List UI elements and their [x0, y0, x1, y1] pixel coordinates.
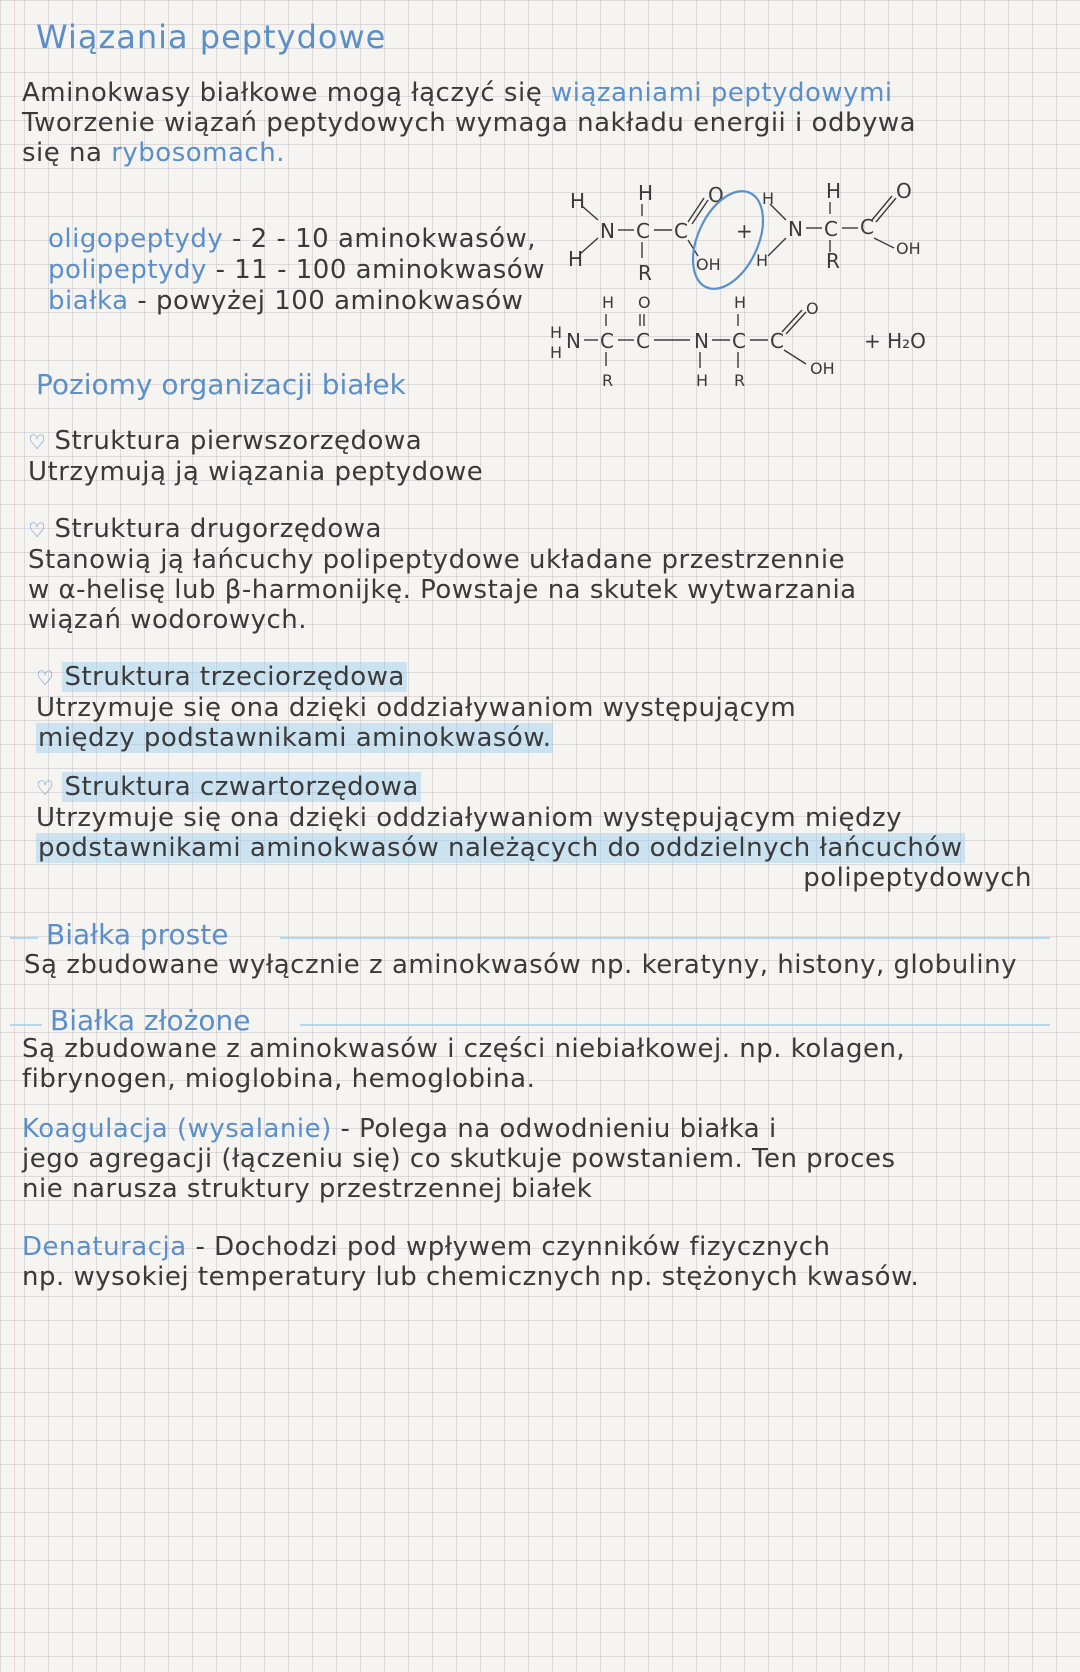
structure-primary-title: ♡ Struktura pierwszorzędowa	[28, 426, 423, 456]
page-title: Wiązania peptydowe	[36, 18, 387, 56]
atom-c: C	[770, 329, 784, 353]
atom-o: O	[806, 299, 819, 318]
atom-c: C	[824, 217, 838, 241]
heart-icon: ♡	[28, 430, 47, 454]
divider	[300, 1024, 1050, 1026]
structure-secondary	[28, 514, 1048, 635]
structure-tertiary-line: między podstawnikami aminokwasów.	[38, 723, 552, 753]
divider	[10, 1024, 42, 1026]
atom-r: R	[734, 371, 746, 390]
atom-oh: OH	[896, 239, 921, 258]
intro-line-3	[22, 138, 1052, 168]
atom-c: C	[732, 329, 746, 353]
atom-h: H	[568, 247, 584, 271]
structure-secondary-line: wiązań wodorowych.	[28, 605, 308, 635]
atom-c: C	[600, 329, 614, 353]
atom-r: R	[638, 261, 652, 285]
structure-tertiary-title: ♡ Struktura trzeciorzędowa	[36, 662, 405, 692]
atom-h: H	[602, 293, 615, 312]
structure-tertiary	[36, 662, 1048, 753]
coagulation-line: Koagulacja (wysalanie) - Polega na odwodnieniu białka i	[22, 1114, 777, 1144]
intro-line-1	[22, 78, 1052, 108]
atom-o: O	[638, 293, 651, 312]
atom-h: H	[550, 343, 563, 362]
definition-polypeptides: polipeptydy - 11 - 100 aminokwasów	[48, 255, 545, 285]
structure-quaternary	[36, 772, 1048, 893]
structure-secondary-line: w α-helisę lub β-harmonijkę. Powstaje na skutek wytwarzania	[28, 575, 857, 605]
complex-proteins-line: Są zbudowane z aminokwasów i części niebiałkowej. np. kolagen,	[22, 1034, 906, 1064]
atom-c: C	[636, 219, 650, 243]
heart-icon: ♡	[28, 518, 47, 542]
denaturation-section	[22, 1232, 1052, 1292]
reaction-product	[550, 293, 926, 390]
structure-primary-desc: Utrzymują ją wiązania peptydowe	[28, 457, 484, 487]
atom-r: R	[826, 249, 840, 273]
complex-proteins-line: fibrynogen, mioglobina, hemoglobina.	[22, 1064, 536, 1094]
peptide-definitions	[48, 224, 608, 317]
coagulation-line: nie narusza struktury przestrzennej białek	[22, 1174, 593, 1204]
atom-n: N	[694, 329, 709, 353]
atom-h: H	[734, 293, 747, 312]
atom-r: R	[602, 371, 614, 390]
intro-highlight: wiązaniami peptydowymi	[550, 78, 893, 108]
coagulation-section	[22, 1114, 1052, 1204]
denaturation-line: Denaturacja - Dochodzi pod wpływem czynników fizycznych	[22, 1232, 831, 1262]
structure-secondary-title: ♡ Struktura drugorzędowa	[28, 514, 382, 544]
structures-heading: Poziomy organizacji białek	[36, 368, 406, 401]
plus-sign: +	[736, 219, 753, 243]
structure-quaternary-line: podstawnikami aminokwasów należących do oddzielnych łańcuchów	[38, 833, 963, 863]
peptide-bond-reaction	[550, 168, 1010, 418]
atom-o: O	[896, 179, 912, 203]
atom-h: H	[638, 181, 654, 205]
atom-h: H	[826, 179, 842, 203]
denaturation-term: Denaturacja	[22, 1232, 187, 1262]
structure-primary	[28, 426, 1048, 487]
complex-proteins-text	[22, 1034, 1052, 1094]
complex-proteins-heading: Białka złożone	[50, 1004, 251, 1037]
coagulation-term: Koagulacja (wysalanie)	[22, 1114, 332, 1144]
atom-h: H	[756, 251, 769, 270]
atom-h: H	[570, 189, 586, 213]
definition-proteins: białka - powyżej 100 aminokwasów	[48, 286, 524, 316]
intro-line-2: Tworzenie wiązań peptydowych wymaga nakładu energii i odbywa	[22, 108, 917, 138]
definition-oligopeptides: oligopeptydy - 2 - 10 aminokwasów,	[48, 224, 537, 254]
atom-c: C	[674, 219, 688, 243]
margin-line	[14, 0, 15, 1672]
atom-n: N	[600, 219, 615, 243]
structure-quaternary-title: ♡ Struktura czwartorzędowa	[36, 772, 419, 802]
atom-n: N	[788, 217, 803, 241]
structure-quaternary-line: Utrzymuje się ona dzięki oddziaływaniom występującym między	[36, 803, 903, 833]
atom-c: C	[860, 215, 874, 239]
atom-o: O	[708, 183, 724, 207]
atom-c: C	[636, 329, 650, 353]
simple-proteins-text: Są zbudowane wyłącznie z aminokwasów np. keratyny, histony, globuliny	[24, 950, 1017, 980]
water-product: + H₂O	[864, 329, 926, 353]
divider	[10, 937, 38, 939]
structure-tertiary-line: Utrzymuje się ona dzięki oddziaływaniom występującym	[36, 693, 797, 723]
atom-oh: OH	[810, 359, 835, 378]
atom-h: H	[696, 371, 709, 390]
atom-h: H	[550, 323, 563, 342]
coagulation-line: jego agregacji (łączeniu się) co skutkuje powstaniem. Ten proces	[22, 1144, 896, 1174]
intro-ribosomes: rybosomach.	[111, 138, 285, 168]
intro-text: Aminokwasy białkowe mogą łączyć się	[22, 78, 543, 108]
denaturation-line: np. wysokiej temperatury lub chemicznych np. stężonych kwasów.	[22, 1262, 920, 1292]
simple-proteins-heading: Białka proste	[46, 918, 229, 951]
heart-icon: ♡	[36, 666, 55, 690]
intro-paragraph	[22, 78, 1052, 168]
intro-line-3-text: się na	[22, 138, 103, 168]
atom-n: N	[566, 329, 581, 353]
heart-icon: ♡	[36, 776, 55, 800]
atom-oh: OH	[696, 255, 721, 274]
atom-h: H	[762, 189, 775, 208]
structure-quaternary-line: polipeptydowych	[803, 863, 1032, 893]
structure-secondary-line: Stanowią ją łańcuchy polipeptydowe układane przestrzennie	[28, 545, 846, 575]
divider	[280, 937, 1050, 939]
